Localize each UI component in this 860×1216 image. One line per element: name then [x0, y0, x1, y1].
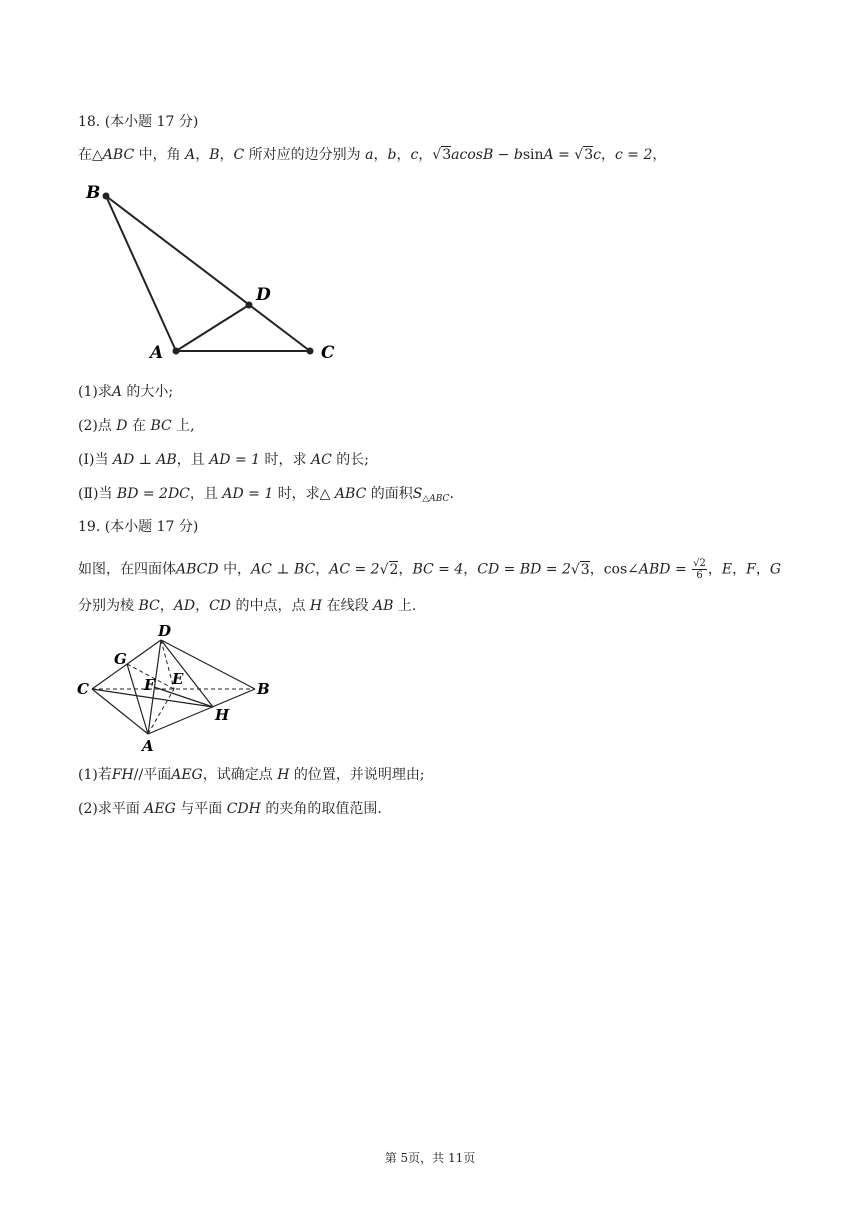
sqrt3-radical: √3 — [570, 561, 590, 578]
triangle-abc-figure — [78, 178, 348, 368]
segment-ae-hidden — [148, 689, 174, 734]
segment-ab — [106, 196, 176, 351]
label-d: D — [158, 622, 172, 640]
label-d: D — [256, 285, 271, 305]
page-footer: 第 5页，共 11页 — [384, 1151, 476, 1165]
q18-part2-i: (Ⅰ)当 AD ⊥ AB，且 AD = 1 时，求 AC 的长; — [78, 452, 369, 468]
point-d — [246, 302, 253, 309]
label-h: H — [215, 706, 230, 724]
sqrt2-radical: √2 — [379, 561, 399, 578]
label-b: B — [86, 183, 101, 203]
q18-part2-ii: (Ⅱ)当 BD = 2DC，且 AD = 1 时，求△ ABC 的面积$S_{\triangle ABC}$. — [78, 486, 454, 504]
q19-header: 19. (本小题 17 分) — [78, 519, 199, 535]
q18-header: 18. (本小题 17 分) — [78, 114, 199, 130]
point-a — [173, 348, 180, 355]
q19-part1: (1)若FH//平面AEG，试确定点 H 的位置，并说明理由; — [78, 767, 425, 783]
label-c: C — [321, 343, 335, 363]
q19-part2: (2)求平面 AEG 与平面 CDH 的夹角的取值范围. — [78, 801, 382, 817]
q18-stem: 在△ABC 中，角 A，B，C 所对应的边分别为 a，b，c，√3acosB − bsinA = √3c，c = 2， — [78, 147, 667, 163]
label-a: A — [142, 737, 154, 755]
segment-ag — [127, 664, 148, 734]
segment-dh — [161, 640, 213, 707]
edge-ab — [148, 689, 255, 734]
q19-stem-line1: 如图，在四面体ABCD 中，AC ⊥ BC，AC = 2√2，BC = 4，CD = BD = 2√3，cos∠ABD = $\frac{√2}{6}$ ，E，F，G — [78, 558, 782, 581]
label-b: B — [257, 680, 270, 698]
q19-stem-line2: 分别为棱 BC，AD，CD 的中点，点 H 在线段 AB 上. — [78, 598, 417, 614]
label-f: F — [144, 676, 155, 694]
label-e: E — [172, 670, 184, 688]
segment-bc — [106, 196, 310, 351]
label-a: A — [150, 343, 164, 363]
q18-part2: (2)点 D 在 BC 上, — [78, 418, 195, 434]
label-g: G — [114, 650, 127, 668]
point-b — [103, 193, 110, 200]
label-c: C — [77, 680, 89, 698]
sqrt3-radical: √3 — [432, 147, 452, 163]
point-c — [307, 348, 314, 355]
q18-part1: (1)求A 的大小; — [78, 384, 174, 400]
sqrt3-radical: √3 — [574, 147, 594, 163]
segment-fh — [154, 687, 213, 707]
segment-ad — [176, 305, 249, 351]
tetrahedron-abcd-figure — [72, 620, 282, 760]
cos-fraction: $\frac{√2}{6}$ — [693, 558, 706, 581]
